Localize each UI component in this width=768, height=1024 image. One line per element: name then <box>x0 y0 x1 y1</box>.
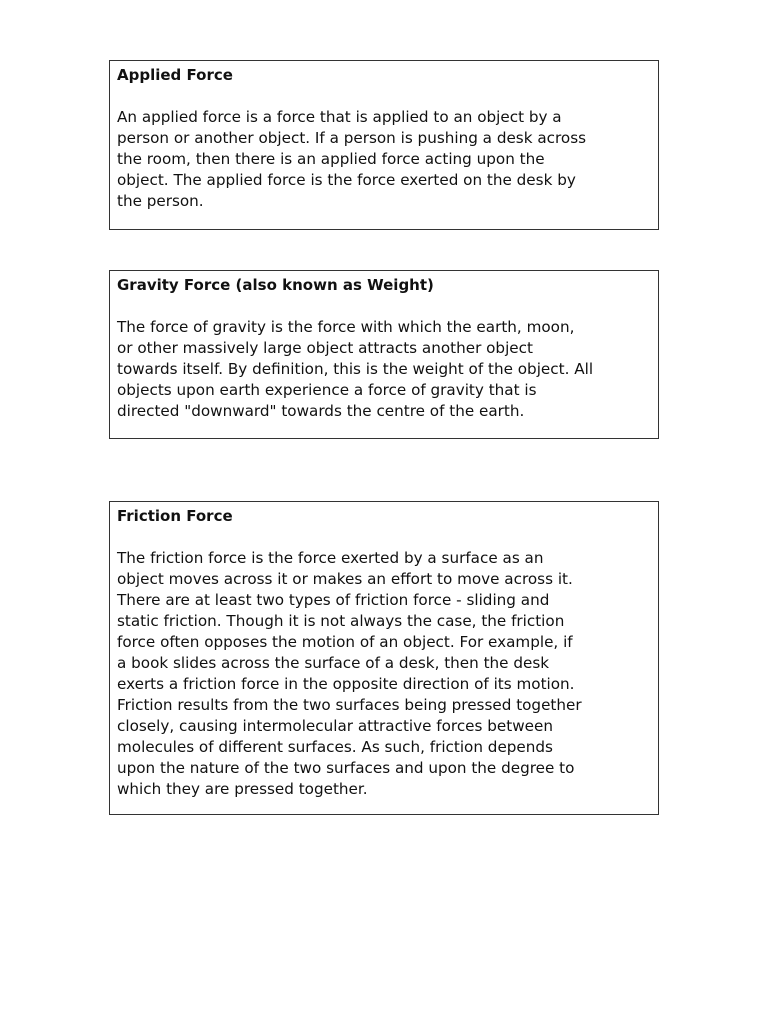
body-line: objects upon earth experience a force of gravity that is <box>117 381 537 399</box>
card-title: Friction Force <box>117 507 233 525</box>
body-line: person or another object. If a person is pushing a desk across <box>117 129 587 147</box>
body-line: towards itself. By definition, this is the weight of the object. All <box>117 360 594 378</box>
body-line: closely, causing intermolecular attractive forces between <box>117 717 553 735</box>
body-line: the person. <box>117 192 204 210</box>
card-title: Applied Force <box>117 66 233 84</box>
card-body <box>117 107 651 212</box>
body-line: There are at least two types of friction force - sliding and <box>117 591 550 609</box>
body-line: upon the nature of the two surfaces and upon the degree to <box>117 759 575 777</box>
card-body <box>117 548 651 800</box>
card-body <box>117 317 651 422</box>
body-line: which they are pressed together. <box>117 780 368 798</box>
body-line: The force of gravity is the force with which the earth, moon, <box>117 318 575 336</box>
friction-force-card <box>109 501 659 815</box>
body-line: object. The applied force is the force exerted on the desk by <box>117 171 576 189</box>
body-line: exerts a friction force in the opposite direction of its motion. <box>117 675 575 693</box>
body-line: static friction. Though it is not always the case, the friction <box>117 612 565 630</box>
body-line: molecules of different surfaces. As such, friction depends <box>117 738 553 756</box>
applied-force-card <box>109 60 659 230</box>
body-line: directed "downward" towards the centre of the earth. <box>117 402 525 420</box>
card-title: Gravity Force (also known as Weight) <box>117 276 434 294</box>
body-line: object moves across it or makes an effort to move across it. <box>117 570 573 588</box>
body-line: An applied force is a force that is applied to an object by a <box>117 108 562 126</box>
gravity-force-card <box>109 270 659 439</box>
body-line: the room, then there is an applied force acting upon the <box>117 150 545 168</box>
body-line: or other massively large object attracts another object <box>117 339 533 357</box>
body-line: a book slides across the surface of a desk, then the desk <box>117 654 550 672</box>
body-line: force often opposes the motion of an object. For example, if <box>117 633 573 651</box>
body-line: The friction force is the force exerted by a surface as an <box>117 549 544 567</box>
body-line: Friction results from the two surfaces being pressed together <box>117 696 582 714</box>
